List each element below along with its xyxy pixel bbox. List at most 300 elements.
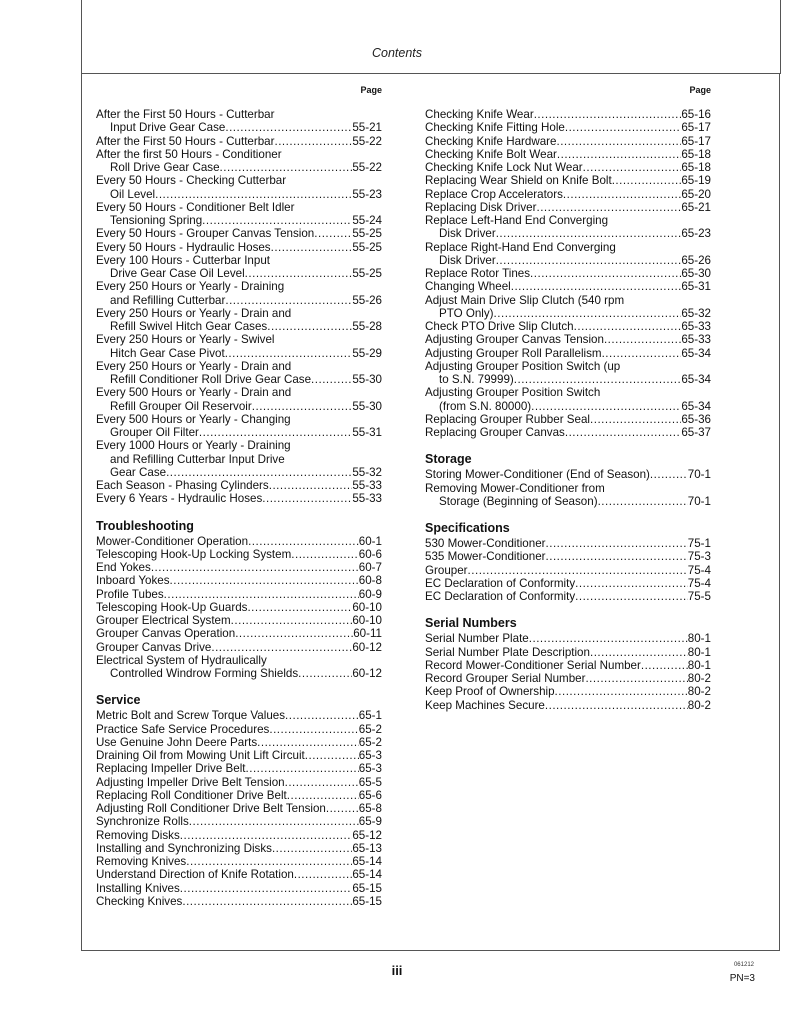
toc-entry-line [96,413,382,426]
toc-entry-title: After the First 50 Hours - Cutterbar [96,108,275,121]
toc-entry-page: 65-9 [358,815,382,829]
toc-entry[interactable] [425,320,711,333]
toc-entry-line [96,736,382,749]
toc-entry[interactable] [96,882,382,895]
toc-entry-line [425,135,711,148]
toc-entry-line [96,868,382,881]
dot-leader [170,574,359,587]
toc-entry[interactable] [96,241,382,254]
toc-entry-page: 60-10 [352,600,382,614]
toc-entry-title: EC Declaration of Conformity [425,576,576,590]
toc-entry-title: Each Season - Phasing Cylinders [96,479,269,492]
toc-entry-title: Refill Swivel Hitch Gear Cases [110,320,268,333]
toc-entry-title: Adjusting Roll Conditioner Drive Belt Tension [96,802,326,815]
toc-entry-page: 65-3 [358,762,382,776]
toc-entry-line [96,267,382,280]
dot-leader [285,776,359,789]
toc-entry[interactable] [96,627,382,640]
dot-leader [225,121,352,134]
toc-entry-title: Every 50 Hours - Checking Cutterbar [96,174,287,188]
toc-entry-line [425,672,711,685]
toc-entry[interactable] [425,347,711,360]
toc-entry-page: 75-4 [687,576,711,590]
toc-entry-line [425,347,711,360]
toc-entry[interactable] [96,492,382,505]
toc-entry[interactable] [96,333,382,360]
toc-entry[interactable] [425,482,711,509]
dot-leader [585,672,687,685]
toc-entry-page: 65-14 [352,868,382,882]
dot-leader [546,550,688,563]
toc-entry-title: Checking Knives [96,894,183,908]
toc-entry[interactable] [425,241,711,268]
toc-entry-title: Changing Wheel [425,280,511,294]
toc-entry-line [96,641,382,654]
toc-entry[interactable] [425,148,711,161]
toc-entry[interactable] [425,108,711,121]
toc-entry[interactable] [425,699,711,712]
dot-leader [468,564,688,577]
toc-entry[interactable] [96,413,382,440]
toc-entry-page: 75-3 [687,550,711,564]
toc-entry-page: 65-14 [352,855,382,868]
toc-entry[interactable] [96,548,382,561]
dot-leader [534,108,682,121]
toc-entry[interactable] [96,789,382,802]
dot-leader [231,614,353,627]
toc-entry-title: Serial Number Plate [425,632,529,646]
toc-entry-page: 65-1 [358,709,382,723]
dot-leader [272,842,352,855]
toc-entry-page: 55-25 [352,227,382,241]
toc-entry-line [96,574,382,587]
toc-entry-line [425,646,711,659]
toc-entry-title: Drive Gear Case Oil Level [110,267,245,280]
toc-entry[interactable] [96,749,382,762]
toc-entry[interactable] [96,654,382,681]
toc-entry-page: 55-24 [352,214,382,227]
toc-entry-page: 65-15 [352,881,382,895]
toc-entry-line [96,627,382,640]
toc-entry-title: Refill Grouper Oil Reservoir [110,399,252,413]
toc-entry-title: Disk Driver [439,227,496,241]
toc-entry-title: Storage (Beginning of Season) [439,494,598,508]
toc-entry-title: and Refilling Cutterbar Input Drive [110,452,285,466]
toc-entry-line [96,121,382,134]
toc-entry[interactable] [96,601,382,614]
toc-entry-title: After the First 50 Hours - Cutterbar [96,134,275,148]
toc-entry[interactable] [425,214,711,241]
toc-entry-line [425,659,711,672]
dot-leader [182,895,352,908]
dot-leader [590,413,681,426]
toc-entry-page: 65-2 [358,722,382,736]
toc-entry-page: 55-30 [352,399,382,413]
dot-leader [166,466,352,479]
toc-column-left [96,84,382,908]
dot-leader [291,548,359,561]
toc-entry-title: Synchronize Rolls [96,815,189,829]
toc-entry-title: Checking Knife Bolt Wear [425,147,557,161]
toc-entry-page: 65-33 [681,333,711,347]
toc-entry-title: Checking Knife Wear [425,108,534,121]
toc-entry-page: 65-18 [681,147,711,161]
toc-entry-line [96,802,382,815]
toc-entry-line [96,882,382,895]
toc-entry-line [425,188,711,201]
toc-entry-page: 55-26 [352,293,382,307]
toc-entry-title: Every 1000 Hours or Yearly - Draining [96,439,291,453]
toc-entry-page: 65-3 [358,749,382,762]
toc-entry[interactable] [96,108,382,135]
toc-entry-page: 80-1 [687,658,711,672]
toc-entry-page: 65-30 [681,267,711,280]
toc-entry[interactable] [96,723,382,736]
toc-entry-page: 55-33 [352,492,382,506]
toc-entry-title: Disk Driver [439,253,496,267]
toc-entry-title: Tensioning Spring [110,214,203,227]
toc-entry[interactable] [96,135,382,148]
toc-entry-page: 55-21 [352,121,382,135]
toc-entry-line [96,373,382,386]
page-number-code: PN=3 [729,973,755,984]
toc-entry-page: 80-2 [687,685,711,699]
toc-entry[interactable] [425,135,711,148]
dot-leader [536,201,681,214]
toc-entry-line [425,320,711,333]
toc-entry-title: Understand Direction of Knife Rotation [96,868,294,882]
toc-entry-page: 65-18 [681,161,711,174]
toc-entry[interactable] [96,802,382,815]
toc-entry-line [96,709,382,722]
toc-entry-title: (from S.N. 80000) [439,399,532,413]
toc-entry-page: 65-8 [358,802,382,815]
toc-entry-page: 80-2 [687,698,711,712]
dot-leader [650,468,688,481]
toc-entry[interactable] [425,333,711,346]
toc-entry[interactable] [96,829,382,842]
toc-entry-title: Adjusting Grouper Roll Parallelism [425,346,602,360]
toc-entry-title: Telescoping Hook-Up Guards [96,600,248,614]
toc-entry-page: 60-11 [353,627,382,641]
toc-entry-title: Every 100 Hours - Cutterbar Input [96,253,270,267]
toc-entry-title: Adjusting Grouper Canvas Tension [425,333,604,347]
toc-entry[interactable] [96,641,382,654]
toc-entry-line [96,320,382,333]
toc-entry[interactable] [96,174,382,201]
toc-entry-line [96,466,382,479]
toc-entry-title: Mower-Conditioner Operation [96,534,249,548]
toc-entry-line [96,254,382,267]
toc-entry-line [96,439,382,452]
dot-leader [583,161,682,174]
toc-entry-line [96,723,382,736]
toc-entry[interactable] [96,561,382,574]
toc-entry[interactable] [96,855,382,868]
dot-leader [225,347,353,360]
toc-entry-line [96,815,382,828]
toc-entry-line [96,789,382,802]
toc-entry-title: End Yokes [96,561,151,574]
dot-leader [294,868,352,881]
toc-entry-page: 60-6 [358,547,382,561]
dot-leader [545,699,688,712]
toc-entry-page: 70-1 [687,468,711,482]
toc-entry[interactable] [96,588,382,601]
dot-leader [565,426,681,439]
toc-entry-title: to S.N. 79999) [439,373,514,386]
toc-entry-page: 60-9 [358,587,382,601]
toc-entry-line [96,386,382,399]
toc-entry[interactable] [96,254,382,281]
toc-entry-title: Checking Knife Hardware [425,134,557,148]
toc-entry[interactable] [96,736,382,749]
toc-entry-line [425,307,711,320]
toc-entry-title: Grouper Canvas Drive [96,640,212,654]
dot-leader [575,577,688,590]
toc-entry[interactable] [96,895,382,908]
toc-entry[interactable] [425,201,711,214]
toc-entry-line [425,201,711,214]
toc-entry-title: Adjusting Grouper Position Switch (up [425,359,621,373]
toc-entry-page: 65-19 [681,174,711,188]
section-heading: Service [96,693,141,708]
toc-entry-title: Replacing Impeller Drive Belt [96,762,246,776]
toc-entry-line [425,577,711,590]
toc-entry[interactable] [425,632,711,645]
dot-leader [305,749,359,762]
toc-entry[interactable] [96,535,382,548]
toc-entry-line [425,400,711,413]
toc-entry-title: Adjusting Impeller Drive Belt Tension [96,775,285,789]
toc-entry-line [96,294,382,307]
toc-entry[interactable] [425,537,711,550]
toc-entry-line [96,842,382,855]
toc-entry[interactable] [96,776,382,789]
toc-entry-page: 75-4 [687,563,711,577]
toc-entry[interactable] [425,672,711,685]
toc-entry-line [425,227,711,240]
toc-entry[interactable] [96,386,382,413]
dot-leader [494,307,682,320]
dot-leader [180,829,353,842]
toc-entry[interactable] [425,659,711,672]
toc-entry-title: Grouper Electrical System [96,614,231,627]
toc-entry[interactable] [425,413,711,426]
dot-leader [189,815,359,828]
toc-entry[interactable] [96,148,382,175]
dot-leader [531,400,681,413]
dot-leader [164,588,359,601]
toc-entry-title: Adjust Main Drive Slip Clutch (540 rpm [425,293,625,307]
toc-entry-page: 80-1 [687,645,711,659]
toc-entry-line [96,188,382,201]
dot-leader [563,188,681,201]
toc-entry-page: 55-28 [352,320,382,333]
toc-entry-title: Removing Knives [96,855,187,868]
toc-entry-line [96,174,382,187]
toc-column-right [425,84,711,712]
toc-entry[interactable] [425,174,711,187]
toc-entry-title: Grouper Canvas Operation [96,627,236,641]
dot-leader [274,135,352,148]
toc-entry[interactable] [96,227,382,240]
toc-entry[interactable] [425,188,711,201]
toc-entry-title: Record Mower-Conditioner Serial Number [425,658,641,672]
toc-entry[interactable] [425,550,711,563]
dot-leader [186,855,352,868]
dot-leader [155,188,352,201]
dot-leader [314,227,352,240]
toc-entry-title: Serial Number Plate Description [425,645,590,659]
toc-entry[interactable] [425,121,711,134]
toc-entry-page: 55-29 [352,346,382,360]
toc-entry-line [96,667,382,680]
toc-entry[interactable] [96,439,382,479]
toc-entry-line [96,535,382,548]
toc-entry-page: 65-33 [681,320,711,333]
dot-leader [530,267,681,280]
toc-entry-title: Electrical System of Hydraulically [96,653,267,667]
toc-entry[interactable] [425,577,711,590]
toc-entry[interactable] [425,646,711,659]
toc-entry[interactable] [425,386,711,413]
toc-entry[interactable] [425,590,711,603]
toc-entry[interactable] [96,762,382,775]
dot-leader [199,426,352,439]
dot-leader [546,537,688,550]
toc-entry[interactable] [96,280,382,307]
toc-entry-page: 65-15 [352,894,382,908]
toc-entry-line [96,214,382,227]
toc-entry[interactable] [425,267,711,280]
dot-leader [257,736,359,749]
toc-entry-title: Keep Proof of Ownership [425,685,555,699]
dot-leader [604,333,681,346]
toc-entry-line [425,386,711,399]
toc-entry-page: 55-33 [352,479,382,492]
toc-entry-page: 65-23 [681,227,711,241]
toc-entry-line [96,762,382,775]
toc-entry-page: 55-23 [352,187,382,201]
toc-entry-title: Replace Crop Accelerators [425,187,563,201]
toc-entry-line [96,148,382,161]
toc-entry-line [425,174,711,187]
toc-entry-title: and Refilling Cutterbar [110,293,226,307]
frame-right-rule [780,0,781,74]
toc-entry-title: Roll Drive Gear Case [110,161,220,174]
toc-entry[interactable] [96,868,382,881]
dot-leader [269,723,358,736]
toc-entry-title: Installing Knives [96,881,180,895]
toc-entry[interactable] [425,280,711,293]
toc-entry-page: 55-30 [352,373,382,386]
dot-leader [575,590,688,603]
toc-entry[interactable] [96,709,382,722]
toc-entry-page: 60-12 [352,667,382,680]
dot-leader [556,135,681,148]
toc-entry-title: Practice Safe Service Procedures [96,722,270,736]
toc-entry-page: 65-32 [681,306,711,320]
dot-leader [641,659,688,672]
dot-leader [287,789,359,802]
toc-entry[interactable] [96,815,382,828]
toc-entry-line [96,333,382,346]
dot-leader [225,294,352,307]
toc-entry-line [96,776,382,789]
toc-entry-line [96,360,382,373]
toc-entry[interactable] [96,574,382,587]
toc-entry-title: Metric Bolt and Screw Torque Values [96,709,286,723]
toc-entry[interactable] [96,479,382,492]
toc-entry-title: Use Genuine John Deere Parts [96,735,258,749]
toc-entry-page: 65-34 [681,373,711,386]
toc-entry-line [425,333,711,346]
toc-entry-line [425,482,711,495]
dot-leader [246,762,359,775]
toc-entry-title: Hitch Gear Case Pivot [110,346,225,360]
toc-entry-line [425,241,711,254]
toc-entry[interactable] [425,564,711,577]
toc-entry[interactable] [96,307,382,334]
toc-entry-line [96,749,382,762]
toc-entry-title: Checking Knife Fitting Hole [425,121,565,135]
toc-entry-title: Replace Rotor Tines [425,267,531,280]
dot-leader [511,280,682,293]
toc-entry-title: Replace Right-Hand End Converging [425,240,616,254]
toc-entry[interactable] [425,161,711,174]
toc-entry-title: Storing Mower-Conditioner (End of Season) [425,468,650,482]
toc-entry-line [96,895,382,908]
toc-entry-title: PTO Only) [439,306,494,320]
toc-entry-line [96,227,382,240]
toc-entry-title: Replacing Grouper Canvas [425,426,565,439]
toc-entry-line [425,495,711,508]
dot-leader [285,709,359,722]
toc-entry[interactable] [96,614,382,627]
toc-entry[interactable] [96,842,382,855]
dot-leader [590,646,688,659]
toc-entry-page: 65-34 [681,399,711,413]
toc-entry[interactable] [96,201,382,228]
toc-entry[interactable] [425,468,711,481]
toc-entry[interactable] [425,360,711,387]
toc-entry-line [425,108,711,121]
toc-entry-title: Replacing Roll Conditioner Drive Belt [96,788,287,802]
toc-entry-title: Every 250 Hours or Yearly - Swivel [96,333,275,347]
toc-entry-title: Checking Knife Lock Nut Wear [425,161,583,174]
toc-entry[interactable] [425,426,711,439]
toc-entry-line [425,468,711,481]
toc-entry-page: 55-22 [352,161,382,174]
toc-entry-page: 55-22 [352,134,382,148]
toc-entry[interactable] [425,294,711,321]
section-heading: Serial Numbers [425,616,517,631]
toc-entry[interactable] [425,685,711,698]
toc-entry-line [425,373,711,386]
toc-entry-line [425,161,711,174]
toc-entry-page: 60-7 [358,561,382,574]
toc-entry-title: After the first 50 Hours - Conditioner [96,147,282,161]
toc-entry-page: 60-12 [352,640,382,654]
toc-entry-title: Inboard Yokes [96,574,170,588]
toc-entry-page: 80-2 [687,672,711,685]
toc-entry-line [96,614,382,627]
toc-entry-title: Input Drive Gear Case [110,121,226,135]
toc-entry-title: Replacing Wear Shield on Knife Bolt [425,174,612,188]
toc-entry[interactable] [96,360,382,387]
toc-entry-title: Profile Tubes [96,587,164,601]
